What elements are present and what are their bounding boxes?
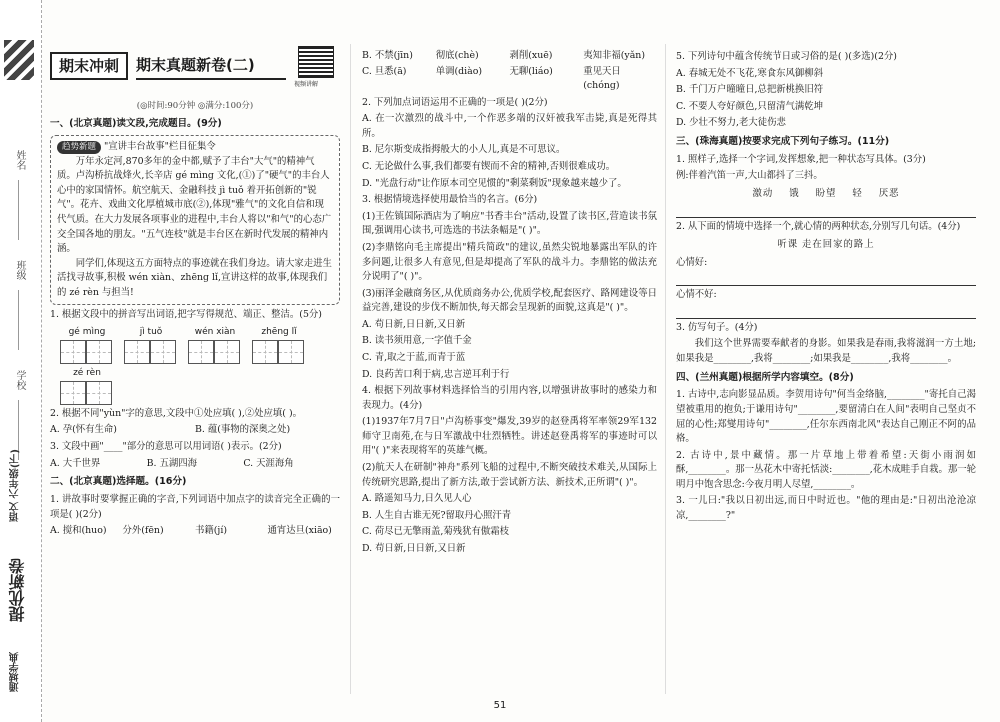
option-word: 分外(fēn) bbox=[122, 525, 164, 537]
sub-question: (3)丽泽金融商务区,从优质商务办公,优质学校,配套医疗、路网建设等日益完善,建设的步伐不断加快,每天都会呈现新的面貌,这真是"( )"。 bbox=[362, 287, 657, 314]
exam-header bbox=[50, 46, 340, 86]
brand-label: 提优新卷 bbox=[8, 558, 27, 622]
answer-line[interactable] bbox=[676, 272, 976, 286]
pinyin-text: zhēng lǐ bbox=[261, 326, 297, 337]
binding-strip bbox=[0, 0, 42, 722]
question-10: 2. 从下面的情境中选择一个,就心情的两种状态,分别写几句话。(4分) bbox=[676, 221, 961, 233]
option-word: A. 搅和(huo) bbox=[50, 525, 107, 537]
option[interactable]: B. 尼尔斯变成指拇般大的小人儿,真是不可思议。 bbox=[362, 144, 566, 156]
question-4: 1. 讲故事时要掌握正确的字音,下列词语中加点字的读音完全正确的一项是( )(2分) bbox=[50, 494, 340, 520]
sub-question: (1)王佐镇国际酒店为了响应"书香丰台"活动,设置了读书区,营造读书氛围,强调用心读书,可选选的书法条幅是"( )"。 bbox=[362, 210, 657, 237]
writing-box[interactable] bbox=[278, 340, 304, 364]
name-label: 姓名 bbox=[14, 150, 25, 170]
sub-question: (1)1937年7月7日"卢沟桥事变"爆发,39岁的赵登禹将军率领29军132师守卫南苑,在与日军激战中壮烈牺牲。讲述赵登禹将军的事迹时可以用"( )"来表现将军的英雄气概。 bbox=[362, 416, 657, 457]
page-number bbox=[470, 700, 530, 711]
page-number-text: 51 bbox=[493, 700, 507, 711]
writing-box[interactable] bbox=[188, 340, 214, 364]
header-tag: 期末冲刺 bbox=[50, 52, 128, 80]
question-3-options bbox=[50, 457, 340, 472]
option[interactable]: B. 五湖四海 bbox=[146, 457, 198, 469]
sub-question: (2)李鼎铭向毛主席提出"精兵简政"的建议,虽然尖锐地暴露出军队的许多问题,让很多人有意见,但是却提高了军队的战斗力。李鼎铭的做法充分说明了"( )"。 bbox=[362, 241, 657, 283]
stripe-decoration bbox=[4, 40, 34, 80]
question-2: 2. 根据不同"yùn"字的意思,文段中①处应填( ),②处应填( )。 bbox=[50, 407, 302, 419]
word-bank bbox=[676, 187, 976, 202]
answer-line[interactable] bbox=[676, 204, 976, 218]
column-2 bbox=[362, 48, 657, 559]
question-14: 3. 一儿曰:"我以日初出远,而日中时近也。"他的理由是:"日初出沧沧凉凉,________?" bbox=[676, 495, 976, 522]
option[interactable]: A. 在一次激烈的战斗中,一个作恶多端的汉奸被我军击毙,真是死得其所。 bbox=[362, 113, 657, 139]
question-13: 2. 古诗中,景中藏情。那一片草地上带着希望:天街小雨润如酥,________。那一丛花木中寄托恬淡:________,花木成畦手自栽。那一轮明月中饱含思念:今夜月明人尽望,________。 bbox=[676, 449, 976, 490]
option[interactable]: C. 荷尽已无擎雨盖,菊残犹有傲霜枝 bbox=[362, 526, 510, 538]
pinyin-row bbox=[60, 326, 340, 364]
writing-box[interactable] bbox=[86, 381, 112, 405]
column-divider bbox=[350, 44, 351, 694]
class-label: 班级 bbox=[14, 260, 25, 280]
writing-box[interactable] bbox=[60, 340, 86, 364]
section-4-title: 四、(兰州真题)根据所学内容填空。(8分) bbox=[676, 371, 854, 383]
mood-bad-label: 心情不好: bbox=[676, 289, 717, 301]
pinyin-group bbox=[124, 326, 178, 364]
writing-box[interactable] bbox=[60, 381, 86, 405]
option-word: 重见天日(chóng) bbox=[583, 65, 621, 92]
passage-paragraph: 同学们,体现这五方面特点的事迹就在我们身边。请大家走进生活找寻故事,积极 wén xiàn、zhēng lǐ,宣讲这样的故事,体现我们的 zé rèn 与担当! bbox=[57, 257, 332, 298]
option[interactable]: C. 不要人夸好颜色,只留清气满乾坤 bbox=[676, 100, 824, 112]
question-1: 1. 根据文段中的拼音写出词语,把字写得规范、端正、整洁。(5分) bbox=[50, 309, 322, 321]
writing-box[interactable] bbox=[252, 340, 278, 364]
option[interactable]: C. 无论做什么事,我们都要有锲而不舍的精神,否则很难成功。 bbox=[362, 161, 616, 173]
pinyin-group bbox=[188, 326, 242, 364]
section-2-title: 二、(北京真题)选择题。(16分) bbox=[50, 476, 187, 488]
passage-tag: 趋势新题 bbox=[57, 141, 101, 154]
subject-label: 语文 六年级(下) bbox=[10, 449, 21, 522]
school-label: 学校 bbox=[14, 370, 25, 390]
option[interactable]: C. 天涯海角 bbox=[243, 457, 294, 469]
option[interactable]: A. 春城无处不飞花,寒食东风御柳斜 bbox=[676, 67, 823, 79]
option[interactable]: D. 良药苦口利于病,忠言逆耳利于行 bbox=[362, 368, 510, 380]
option-word: 通宵达旦(xiāo) bbox=[267, 525, 332, 537]
option-word: 彻底(chè) bbox=[435, 50, 479, 61]
option[interactable]: A. 路遥知马力,日久见人心 bbox=[362, 493, 472, 505]
qr-label: 视频讲解 bbox=[294, 81, 319, 88]
option[interactable]: D. 少壮不努力,老大徒伤悲 bbox=[676, 117, 786, 129]
option-word: 单调(diào) bbox=[435, 65, 483, 77]
question-4-option-c[interactable] bbox=[362, 65, 657, 94]
writing-box[interactable] bbox=[124, 340, 150, 364]
option[interactable]: B. 读书须用意,一字值千金 bbox=[362, 335, 472, 347]
word-choice: 激动 bbox=[752, 187, 774, 199]
column-divider bbox=[665, 44, 666, 694]
page-title: 期末真题新卷(二) bbox=[136, 52, 286, 80]
writing-box[interactable] bbox=[86, 340, 112, 364]
pinyin-group bbox=[252, 326, 306, 364]
question-8: 5. 下列诗句中蕴含传统节日或习俗的是( )(多选)(2分) bbox=[676, 51, 897, 62]
word-choice: 饿 bbox=[789, 187, 800, 199]
option-word: 夷知非福(yǎn) bbox=[583, 50, 645, 61]
question-5: 2. 下列加点词语运用不正确的一项是( )(2分) bbox=[362, 96, 548, 108]
option[interactable]: B. 蕴(事物的深奥之处) bbox=[195, 424, 291, 436]
question-3: 3. 文段中画"____"部分的意思可以用词语( )表示。(2分) bbox=[50, 441, 282, 452]
option-word: C. 旦悉(ā) bbox=[362, 65, 407, 77]
example-sentence: 例:伴着汽笛一声,大山都抖了三抖。 bbox=[676, 170, 823, 182]
publisher-label: 通城学典 bbox=[10, 652, 21, 692]
option[interactable]: D. 苟日新,日日新,又日新 bbox=[362, 542, 466, 554]
option-word: 书籍(jí) bbox=[195, 525, 227, 537]
name-line bbox=[18, 180, 19, 240]
scenario-options: 听课 走在回家的路上 bbox=[777, 239, 875, 251]
option-word: B. 不禁(jīn) bbox=[362, 50, 413, 61]
question-4-option-b[interactable] bbox=[362, 49, 657, 64]
option[interactable]: A. 孕(怀有生命) bbox=[50, 424, 117, 436]
option[interactable]: A. 苟日新,日日新,又日新 bbox=[362, 318, 466, 330]
option-word: 无聊(liáo) bbox=[509, 65, 553, 77]
mood-good-label: 心情好: bbox=[676, 256, 708, 268]
question-2-options bbox=[50, 423, 340, 438]
writing-box[interactable] bbox=[150, 340, 176, 364]
pinyin-row bbox=[60, 367, 340, 405]
writing-box[interactable] bbox=[214, 340, 240, 364]
pinyin-group bbox=[60, 326, 114, 364]
exam-meta: (◎时间:90分钟 ◎满分:100分) bbox=[136, 101, 254, 111]
column-3 bbox=[676, 48, 976, 526]
pinyin-text: zé rèn bbox=[73, 367, 101, 378]
section-1-title: 一、(北京真题)读文段,完成题目。(9分) bbox=[50, 118, 222, 130]
question-6: 3. 根据情境选择使用最恰当的名言。(6分) bbox=[362, 194, 538, 206]
question-4-option-a[interactable] bbox=[50, 524, 340, 539]
pinyin-text: jì tuǒ bbox=[139, 326, 163, 337]
option[interactable]: B. 人生自古谁无死?留取丹心照汗青 bbox=[362, 509, 512, 521]
option[interactable]: D. "光盘行动"让作原本司空见惯的"剩菜剩饭"现象越来越少了。 bbox=[362, 177, 627, 189]
option[interactable]: C. 青,取之于蓝,而青于蓝 bbox=[362, 351, 466, 363]
sub-question: (2)航天人在研制"神舟"系列飞船的过程中,不断突破技术难关,从国际上传统研究思路,提出了新方法,敢于尝试新方法、新技术,正所谓"( )"。 bbox=[362, 462, 657, 488]
question-12: 1. 古诗中,志向影显品质。李贺用诗句"何当金络脑,________"寄托自己渴望被重用的抱负;于谦用诗句"________,要留清白在人间"表明自己坚贞不屈的心性;郑燮用诗句"________,任尔东西南北风"表达自己刚正不阿的品格。 bbox=[676, 389, 976, 445]
passage-paragraph: 万年永定河,870多年的金中都,赋予了丰台"大气"的精神气质。卢沟桥抗战烽火,长辛店 gé mìng 文化,(①)了"硬气"的丰台人心中的家国情怀。航空航天、金融科技 jì tuǒ 着开拓创新的"锐气"。花卉、戏曲文化厚植城市底(②),体现"雅气"的文化自信和现代气质。在大力发展各项事业的进程中,丰台人将以"和气"的心态广交全国各地的朋友。"五气连枝"就是丰台区在新时代发展的精神内涵。 bbox=[57, 155, 332, 255]
question-7: 4. 根据下列故事材料选择恰当的引用内容,以增强讲故事时的感染力和表现力。(4分) bbox=[362, 385, 657, 411]
passage-heading: "宣讲丰台故事"栏目征集令 bbox=[104, 141, 216, 153]
imitation-sentence: 我们这个世界需要奉献者的身影。如果我是春雨,我将滋润一方土地;如果我是________,我将________;如果我是________,我将________。 bbox=[676, 338, 976, 364]
option[interactable]: A. 大千世界 bbox=[50, 457, 101, 469]
option[interactable]: B. 千门万户曈曈日,总把新桃换旧符 bbox=[676, 84, 824, 96]
word-choice: 盼望 bbox=[815, 187, 837, 199]
word-choice: 轻 bbox=[852, 187, 863, 199]
reading-passage bbox=[50, 135, 340, 305]
class-line bbox=[18, 290, 19, 350]
pinyin-text: wén xiàn bbox=[194, 326, 236, 337]
section-3-title: 三、(珠海真题)按要求完成下列句子练习。(11分) bbox=[676, 135, 890, 147]
question-9: 1. 照样子,选择一个字词,发挥想象,把一种状态写具体。(3分) bbox=[676, 153, 926, 165]
qr-code-icon[interactable] bbox=[298, 46, 334, 78]
word-choice: 厌恶 bbox=[878, 187, 900, 199]
pinyin-group bbox=[60, 367, 114, 405]
column-1 bbox=[50, 98, 340, 540]
question-11: 3. 仿写句子。(4分) bbox=[676, 321, 758, 333]
answer-line[interactable] bbox=[676, 305, 976, 319]
pinyin-text: gé mìng bbox=[68, 326, 106, 337]
option-word: 剥削(xuē) bbox=[509, 50, 553, 61]
